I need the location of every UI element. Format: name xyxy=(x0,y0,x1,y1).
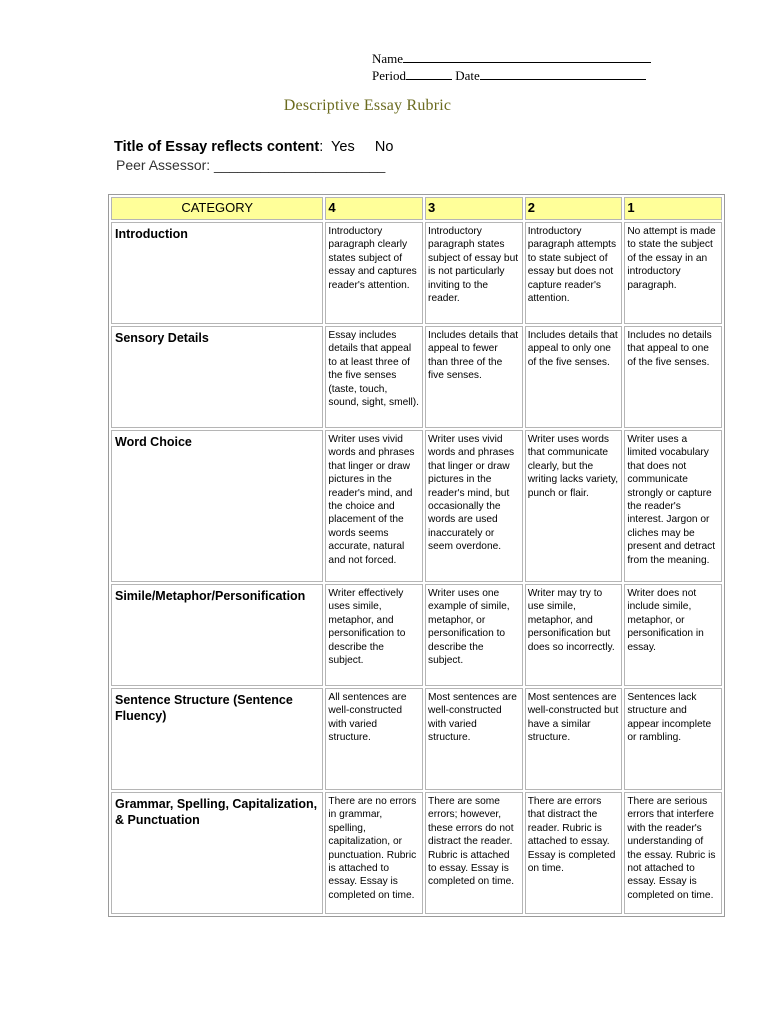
peer-assessor-label: Peer Assessor: xyxy=(116,157,211,173)
cell-score-2: There are errors that distract the reader. Rubric is attached to essay. Essay is completed on time. xyxy=(525,792,623,914)
essay-title-colon: : xyxy=(319,139,324,155)
table-row xyxy=(111,792,722,914)
row-category: Introduction xyxy=(111,222,323,324)
table-row xyxy=(111,688,722,790)
row-category: Simile/Metaphor/Personification xyxy=(111,584,323,686)
cell-score-3: There are some errors; however, these errors do not distract the reader. Rubric is attached to essay. Essay is completed on time. xyxy=(425,792,523,914)
essay-title-criterion xyxy=(114,139,393,155)
name-label: Name xyxy=(372,51,404,66)
yes-option[interactable]: Yes xyxy=(331,139,355,155)
cell-score-4: All sentences are well-constructed with varied structure. xyxy=(325,688,423,790)
name-line xyxy=(372,49,651,67)
cell-score-2: Writer may try to use simile, metaphor, and personification but does so incorrectly. xyxy=(525,584,623,686)
peer-assessor-line xyxy=(116,157,385,173)
cell-score-1: There are serious errors that interfere with the reader's understanding of the essay. Rubric is not attached to essay. Essay is completed on time. xyxy=(624,792,722,914)
table-row xyxy=(111,222,722,324)
no-option[interactable]: No xyxy=(374,139,394,155)
cell-score-3: Writer uses vivid words and phrases that linger or draw pictures in the reader's mind, but occasionally the words are used inaccurately or seem overdone. xyxy=(425,430,523,582)
essay-title-label: Title of Essay reflects content xyxy=(114,139,320,155)
cell-score-4: Essay includes details that appeal to at least three of the five senses (taste, touch, sound, sight, smell). xyxy=(325,326,423,428)
cell-score-3: Includes details that appeal to fewer than three of the five senses. xyxy=(425,326,523,428)
header-score-2: 2 xyxy=(525,197,623,220)
cell-score-1: No attempt is made to state the subject of the essay in an introductory paragraph. xyxy=(624,222,722,324)
cell-score-2: Introductory paragraph attempts to state subject of essay but does not capture reader's attention. xyxy=(525,222,623,324)
cell-score-3: Writer uses one example of simile, metaphor, or personification to describe the subject. xyxy=(425,584,523,686)
peer-assessor-blank[interactable]: ______________________ xyxy=(214,157,386,173)
table-row xyxy=(111,584,722,686)
period-date-line xyxy=(372,66,646,84)
cell-score-4: Writer effectively uses simile, metaphor, and personification to describe the subject. xyxy=(325,584,423,686)
date-label: Date xyxy=(455,68,480,83)
period-blank[interactable] xyxy=(406,66,452,80)
rubric-table xyxy=(108,194,725,917)
header-category: CATEGORY xyxy=(111,197,323,220)
cell-score-1: Writer uses a limited vocabulary that does not communicate strongly or capture the reader's interest. Jargon or cliches may be present and detract from the meaning. xyxy=(624,430,722,582)
cell-score-2: Writer uses words that communicate clearly, but the writing lacks variety, punch or flair. xyxy=(525,430,623,582)
table-row xyxy=(111,326,722,428)
cell-score-3: Introductory paragraph states subject of essay but is not particularly inviting to the reader. xyxy=(425,222,523,324)
cell-score-1: Includes no details that appeal to one of the five senses. xyxy=(624,326,722,428)
row-category: Sensory Details xyxy=(111,326,323,428)
header-score-3: 3 xyxy=(425,197,523,220)
date-blank[interactable] xyxy=(480,66,646,80)
cell-score-2: Includes details that appeal to only one of the five senses. xyxy=(525,326,623,428)
row-category: Word Choice xyxy=(111,430,323,582)
cell-score-4: There are no errors in grammar, spelling, capitalization, or punctuation. Rubric is attached to essay. Essay is completed on time. xyxy=(325,792,423,914)
name-blank[interactable] xyxy=(403,49,651,63)
row-category: Grammar, Spelling, Capitalization, & Punctuation xyxy=(111,792,323,914)
header-score-1: 1 xyxy=(624,197,722,220)
cell-score-1: Writer does not include simile, metaphor, or personification in essay. xyxy=(624,584,722,686)
table-row xyxy=(111,430,722,582)
document-title: Descriptive Essay Rubric xyxy=(283,97,452,114)
cell-score-1: Sentences lack structure and appear incomplete or rambling. xyxy=(624,688,722,790)
rubric-header-row xyxy=(111,197,722,220)
cell-score-4: Writer uses vivid words and phrases that linger or draw pictures in the reader's mind, and the choice and placement of the words seems accurate, natural and not forced. xyxy=(325,430,423,582)
cell-score-4: Introductory paragraph clearly states subject of essay and captures reader's attention. xyxy=(325,222,423,324)
row-category: Sentence Structure (Sentence Fluency) xyxy=(111,688,323,790)
header-score-4: 4 xyxy=(325,197,423,220)
period-label: Period xyxy=(372,68,406,83)
cell-score-3: Most sentences are well-constructed with varied structure. xyxy=(425,688,523,790)
cell-score-2: Most sentences are well-constructed but have a similar structure. xyxy=(525,688,623,790)
